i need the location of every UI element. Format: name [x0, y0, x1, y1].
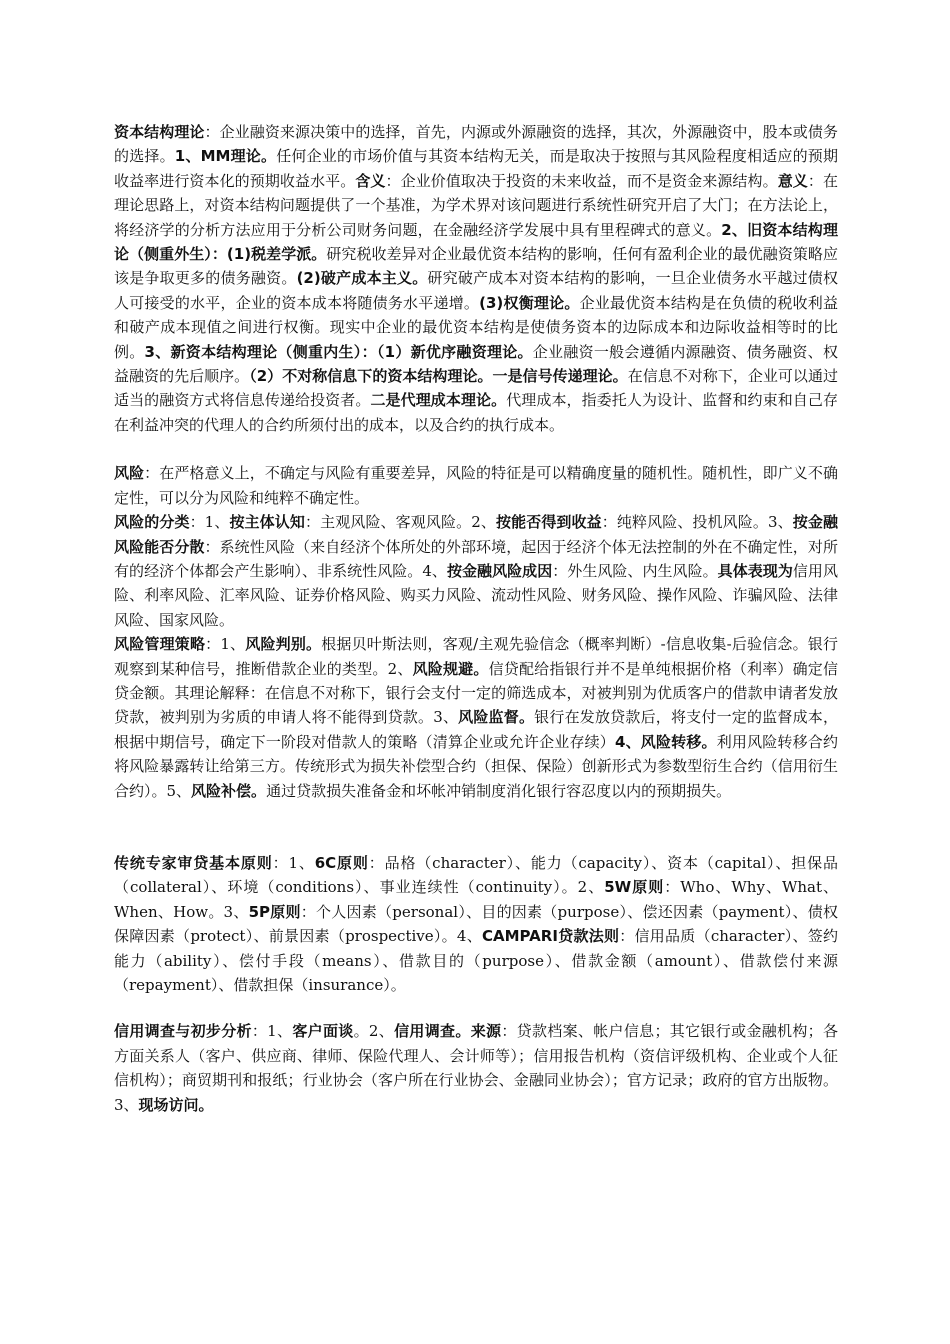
body-text: 利用风险转移合约将风险暴露转让给第三方。传统形式为损失补偿型合约（担保、保险）创新形式为参数型衍生合约（信用衍生合约）。5、: [114, 732, 838, 800]
body-text: 根据贝叶斯法则，客观/主观先验信念（概率判断）-信息收集-后验信念。银行观察到某种信号，推断借款企业的类型。2、: [114, 635, 838, 678]
body-text: 代理成本，指委托人为设计、监督和约束和自己存在利益冲突的代理人的合约所须付出的成本，以及合约的执行成本。: [114, 391, 838, 434]
paragraph-credit-investigation: [114, 1019, 838, 1117]
bold-term: 按能否得到收益: [495, 513, 602, 532]
body-text: ：纯粹风险、投机风险。3、: [601, 513, 793, 532]
paragraph-capital-structure: [114, 120, 838, 437]
bold-term: 3、新资本结构理论（侧重内生）：（1）新优序融资理论。: [144, 342, 533, 361]
bold-term: 5W原则: [604, 878, 665, 897]
bold-term: CAMPARI贷款法则: [482, 927, 620, 946]
bold-term: 6C原则: [314, 853, 369, 872]
paragraph-risk: [114, 461, 838, 510]
paragraph-risk-classification: [114, 510, 838, 632]
body-text: ：1、: [251, 1022, 293, 1041]
body-text: 通过贷款损失准备金和坏帐冲销制度消化银行容忍度以内的预期损失。: [266, 781, 732, 800]
bold-term: 意义: [777, 171, 808, 190]
bold-term: 风险补偿。: [191, 781, 267, 800]
body-text: 在信息不对称下，企业可以通过适当的融资方式将信息传递给投资者。: [114, 367, 838, 410]
bold-term: 传统专家审贷基本原则: [114, 853, 273, 872]
bold-term: 二是代理成本理论。: [370, 391, 507, 410]
bold-term: 4、风险转移。: [614, 732, 717, 751]
body-text: ：贷款档案、帐户信息；其它银行或金融机构；各方面关系人（客户、供应商、律师、保险代理人、会计师等）；信用报告机构（资信评级机构、企业或个人征信机构）；商贸期刊和报纸；行业协会（客户所在行业协会、金融同业协会）；官方记录；政府的官方出版物。3、: [114, 1022, 838, 1114]
bold-term: 客户面谈: [292, 1022, 354, 1041]
bold-term: 具体表现为: [717, 561, 793, 580]
bold-term: 风险: [114, 464, 145, 483]
body-text: 企业融资一般会遵循内源融资、债务融资、权益融资的先后顺序。: [114, 342, 838, 386]
bold-term: (3)权衡理论。: [479, 293, 580, 312]
bold-term: 风险规避。: [412, 659, 489, 678]
body-text: 任何企业的市场价值与其资本结构无关，而是取决于按照与其风险程度相适应的预期收益率进行资本化的预期收益水平。: [114, 147, 838, 190]
bold-term: 信用调查。来源: [394, 1022, 502, 1041]
body-text: ：个人因素（personal）、目的因素（purpose）、偿还因素（payment）、债权保障因素（protect）、前景因素（prospective）。4、: [114, 902, 838, 946]
bold-term: 1、MM理论。: [174, 147, 277, 166]
bold-term: 按金融风险能否分散: [114, 513, 838, 556]
body-text: ：1、: [272, 853, 315, 872]
body-text: ：1、: [189, 513, 230, 532]
body-text: ：Who、Why、What、When、How。3、: [114, 878, 839, 921]
body-text: ：企业价值取决于投资的未来收益，而不是资金来源结构。: [385, 171, 778, 190]
bold-term: 含义: [355, 171, 386, 190]
paragraph-gap: [114, 803, 838, 851]
paragraph-gap: [114, 997, 838, 1019]
body-text: ：1、: [205, 635, 246, 654]
bold-term: 风险的分类: [114, 513, 190, 532]
body-text: ：在严格意义上，不确定与风险有重要差异，风险的特征是可以精确度量的随机性。随机性，即广义不确定性，可以分为风险和纯粹不确定性。: [114, 464, 838, 507]
bold-term: 资本结构理论: [114, 123, 205, 141]
body-text: 银行在发放贷款后，将支付一定的监督成本，根据中期信号，确定下一阶段对借款人的策略（清算企业或允许企业存续）: [114, 708, 838, 751]
body-text: 。2、: [353, 1022, 395, 1041]
bold-term: 风险监督。: [458, 708, 535, 727]
body-text: 研究破产成本对资本结构的影响，一旦企业债务水平越过债权人可接受的水平，企业的资本成本将随债务水平递增。: [114, 269, 838, 312]
bold-term: 现场访问。: [138, 1095, 214, 1114]
paragraph-risk-management: [114, 632, 838, 803]
body-text: ：在理论思路上，对资本结构问题提供了一个基准，为学术界对该问题进行系统性研究开启了大门；在方法论上，将经济学的分析方法应用于分析公司财务问题，在金融经济学发展中具有里程碑式的意义。: [114, 171, 838, 239]
paragraph-credit-principles: [114, 851, 838, 997]
body-text: ：主观风险、客观风险。2、: [305, 513, 496, 532]
body-text: 信用风险、利率风险、汇率风险、证券价格风险、购买力风险、流动性风险、财务风险、操作风险、诈骗风险、法律风险、国家风险。: [114, 561, 838, 629]
bold-term: 按主体认知: [229, 513, 305, 532]
paragraph-gap: [114, 437, 838, 461]
body-text: ：系统性风险（来自经济个体所处的外部环境，起因于经济个体无法控制的外在不确定性，对所有的经济个体都会产生影响）、非系统性风险。4、: [114, 537, 838, 580]
bold-term: 按金融风险成因: [446, 561, 553, 580]
bold-term: 2、旧资本结构理论（侧重外生）：(1)税差学派。: [114, 220, 838, 264]
bold-term: 风险判别。: [245, 635, 322, 654]
body-text: ：信用品质（character）、签约能力（ability）、偿付手段（means）、借款目的（purpose）、借款金额（amount）、借款偿付来源（repayment）、借款担保（insurance）。: [114, 927, 838, 994]
bold-term: 5P原则: [248, 902, 301, 921]
body-text: 研究税收差异对企业最优资本结构的影响，任何有盈利企业的最优融资策略应该是争取更多的债务融资。: [114, 245, 838, 288]
bold-term: (2)破产成本主义。: [296, 269, 428, 288]
body-text: ：企业融资来源决策中的选择，首先，内源或外源融资的选择，其次，外源融资中，股本或债务的选择。: [114, 123, 838, 166]
document-body: [114, 120, 838, 1117]
body-text: ：品格（character）、能力（capacity）、资本（capital）、担保品（collateral）、环境（conditions）、事业连续性（continuity）。2、: [114, 853, 838, 897]
body-text: 信贷配给指银行并不是单纯根据价格（利率）确定信贷金额。其理论解释：在信息不对称下，银行会支付一定的筛选成本，对被判别为优质客户的借款申请者发放贷款，被判别为劣质的申请人将不能得到贷款。3、: [114, 659, 838, 727]
bold-term: （2）不对称信息下的资本结构理论。一是信号传递理论。: [249, 367, 628, 386]
bold-term: 信用调查与初步分析: [114, 1022, 252, 1041]
body-text: ：外生风险、内生风险。: [552, 561, 718, 580]
bold-term: 风险管理策略: [114, 635, 206, 654]
body-text: 企业最优资本结构是在负债的税收利益和破产成本现值之间进行权衡。现实中企业的最优资本结构是使债务资本的边际成本和边际收益相等时的比例。: [114, 293, 838, 361]
